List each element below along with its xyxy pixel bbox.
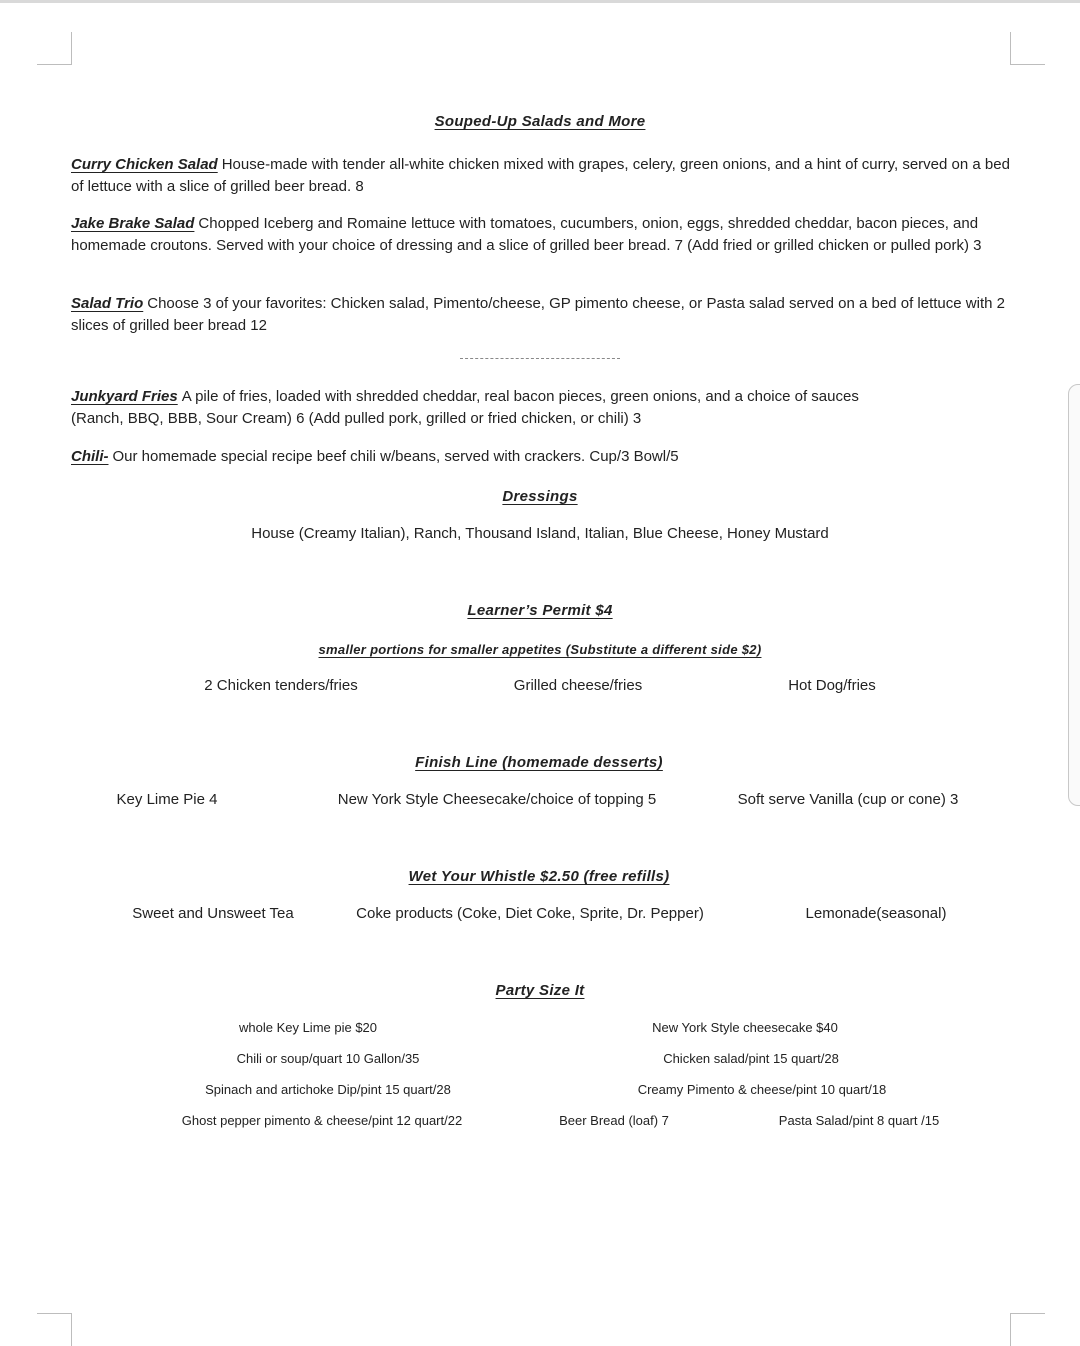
item-description: Chopped Iceberg and Romaine lettuce with tomatoes, cucumbers, onion, eggs, shredded cheddar, bacon pieces, and homemade croutons. Served with your choice of dressing and a slice of grilled beer bread. 7 (Add fried or grilled chicken or pulled pork) 3 <box>71 215 982 254</box>
item-description: House-made with tender all-white chicken mixed with grapes, celery, green onions, and a hint of curry, served on a bed of lettuce with a slice of grilled beer bread. 8 <box>71 156 1010 195</box>
menu-item-jake-brake-salad <box>71 213 1016 257</box>
learners-permit-heading: Learner’s Permit $4 <box>467 602 613 619</box>
kids-item: Hot Dog/fries <box>788 677 876 694</box>
dressings-list: House (Creamy Italian), Ranch, Thousand Island, Italian, Blue Cheese, Honey Mustard <box>251 525 829 542</box>
item-description: Choose 3 of your favorites: Chicken salad, Pimento/cheese, GP pimento cheese, or Pasta salad served on a bed of lettuce with 2 slices of grilled beer bread 12 <box>71 295 1005 334</box>
kids-item: 2 Chicken tenders/fries <box>204 677 358 694</box>
drinks-heading: Wet Your Whistle $2.50 (free refills) <box>408 868 670 885</box>
party-item: Creamy Pimento & cheese/pint 10 quart/18 <box>637 1082 887 1097</box>
party-item-pasta-salad: Pasta Salad/pint 8 quart /15 <box>778 1113 940 1128</box>
salads-heading: Souped-Up Salads and More <box>434 113 646 130</box>
item-name: Junkyard Fries <box>71 388 178 405</box>
menu-item-junkyard-fries <box>71 386 901 430</box>
party-size-heading: Party Size It <box>495 982 585 999</box>
dressings-heading: Dressings <box>502 488 578 505</box>
menu-item-salad-trio <box>71 293 1016 337</box>
dessert-item: Key Lime Pie 4 <box>116 791 218 808</box>
drink-item: Lemonade(seasonal) <box>805 905 947 922</box>
dessert-item: Soft serve Vanilla (cup or cone) 3 <box>737 791 959 808</box>
margin-corner-bottom-right <box>1010 1313 1045 1346</box>
item-description: A pile of fries, loaded with shredded cheddar, real bacon pieces, green onions, and a choice of sauces (Ranch, BBQ, BBB, Sour Cream) 6 (Add pulled pork, grilled or fried chicken, or chili) 3 <box>71 388 859 427</box>
dessert-item: New York Style Cheesecake/choice of topping 5 <box>337 791 657 808</box>
party-item: whole Key Lime pie $20 <box>238 1020 378 1035</box>
margin-corner-top-left <box>37 32 72 65</box>
drink-item: Sweet and Unsweet Tea <box>132 905 294 922</box>
item-name: Jake Brake Salad <box>71 215 195 232</box>
party-item: Ghost pepper pimento & cheese/pint 12 quart/22 <box>181 1113 463 1128</box>
kids-item: Grilled cheese/fries <box>513 677 643 694</box>
party-item-beer-bread: Beer Bread (loaf) 7 <box>559 1113 669 1128</box>
menu-item-curry-chicken-salad <box>71 154 1016 198</box>
drink-item: Coke products (Coke, Diet Coke, Sprite, Dr. Pepper) <box>356 905 704 922</box>
party-item: Chili or soup/quart 10 Gallon/35 <box>236 1051 420 1066</box>
margin-corner-bottom-left <box>37 1313 72 1346</box>
party-item: Chicken salad/pint 15 quart/28 <box>663 1051 839 1066</box>
party-item: New York Style cheesecake $40 <box>652 1020 838 1035</box>
menu-item-chili <box>71 446 1016 468</box>
item-name: Curry Chicken Salad <box>71 156 218 173</box>
section-divider <box>460 358 620 359</box>
item-name: Salad Trio <box>71 295 144 312</box>
margin-corner-top-right <box>1010 32 1045 65</box>
item-name: Chili- <box>71 448 109 465</box>
learners-permit-subheading: smaller portions for smaller appetites (Substitute a different side $2) <box>318 642 762 657</box>
page-top-border <box>0 0 1080 3</box>
finish-line-heading: Finish Line (homemade desserts) <box>415 754 663 771</box>
scroll-handle[interactable] <box>1068 384 1080 806</box>
item-description: Our homemade special recipe beef chili w/beans, served with crackers. Cup/3 Bowl/5 <box>112 448 679 465</box>
party-item: Spinach and artichoke Dip/pint 15 quart/28 <box>205 1082 451 1097</box>
